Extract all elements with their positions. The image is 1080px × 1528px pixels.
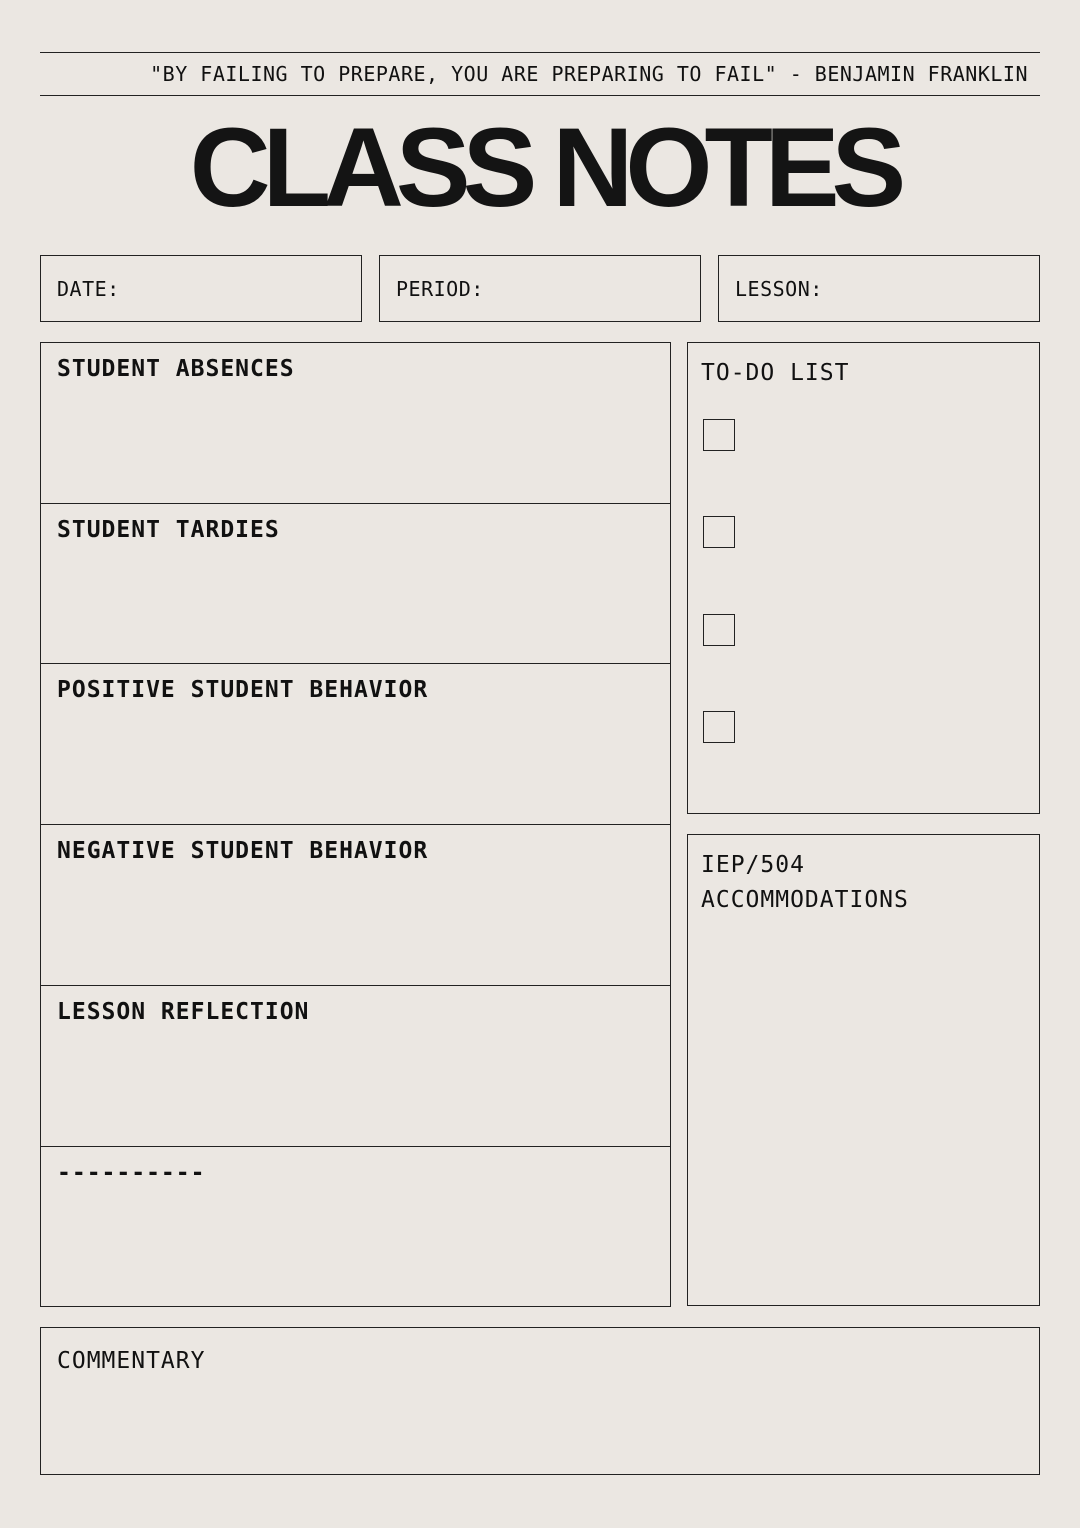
student-absences-section[interactable] [41,343,670,504]
student-tardies-section[interactable] [41,504,670,665]
section-label: LESSON REFLECTION [57,999,310,1025]
iep-label-line2: ACCOMMODATIONS [701,887,909,913]
notes-sections-panel [40,342,671,1307]
iep-label-line1: IEP/504 [701,852,805,878]
quote-text: "BY FAILING TO PREPARE, YOU ARE PREPARING TO FAIL" - BENJAMIN FRANKLIN [150,62,1028,86]
page-title: CLASS NOTES [189,105,899,230]
section-label: ---------- [57,1160,206,1186]
positive-behavior-section[interactable] [41,664,670,825]
negative-behavior-section[interactable] [41,825,670,986]
quote-band [40,52,1040,96]
section-label: STUDENT TARDIES [57,516,280,543]
date-field[interactable] [40,255,362,322]
blank-section[interactable] [41,1147,670,1305]
lesson-field[interactable] [718,255,1040,322]
commentary-label: COMMENTARY [57,1348,206,1374]
todo-list-panel [687,342,1040,814]
iep-accommodations-label [701,848,909,918]
todo-checkbox[interactable] [703,419,735,451]
period-field[interactable] [379,255,701,322]
lesson-reflection-section[interactable] [41,986,670,1147]
iep-accommodations-panel[interactable] [687,834,1040,1306]
todo-checkbox[interactable] [703,516,735,548]
section-label: STUDENT ABSENCES [57,356,295,382]
todo-checkbox[interactable] [703,614,735,646]
period-field-label: PERIOD: [396,276,484,301]
todo-checkbox[interactable] [703,711,735,743]
lesson-field-label: LESSON: [735,276,823,301]
date-field-label: DATE: [57,276,120,301]
todo-list-label: TO-DO LIST [701,360,850,386]
section-label: POSITIVE STUDENT BEHAVIOR [57,677,429,703]
section-label: NEGATIVE STUDENT BEHAVIOR [57,838,429,864]
commentary-panel[interactable] [40,1327,1040,1475]
